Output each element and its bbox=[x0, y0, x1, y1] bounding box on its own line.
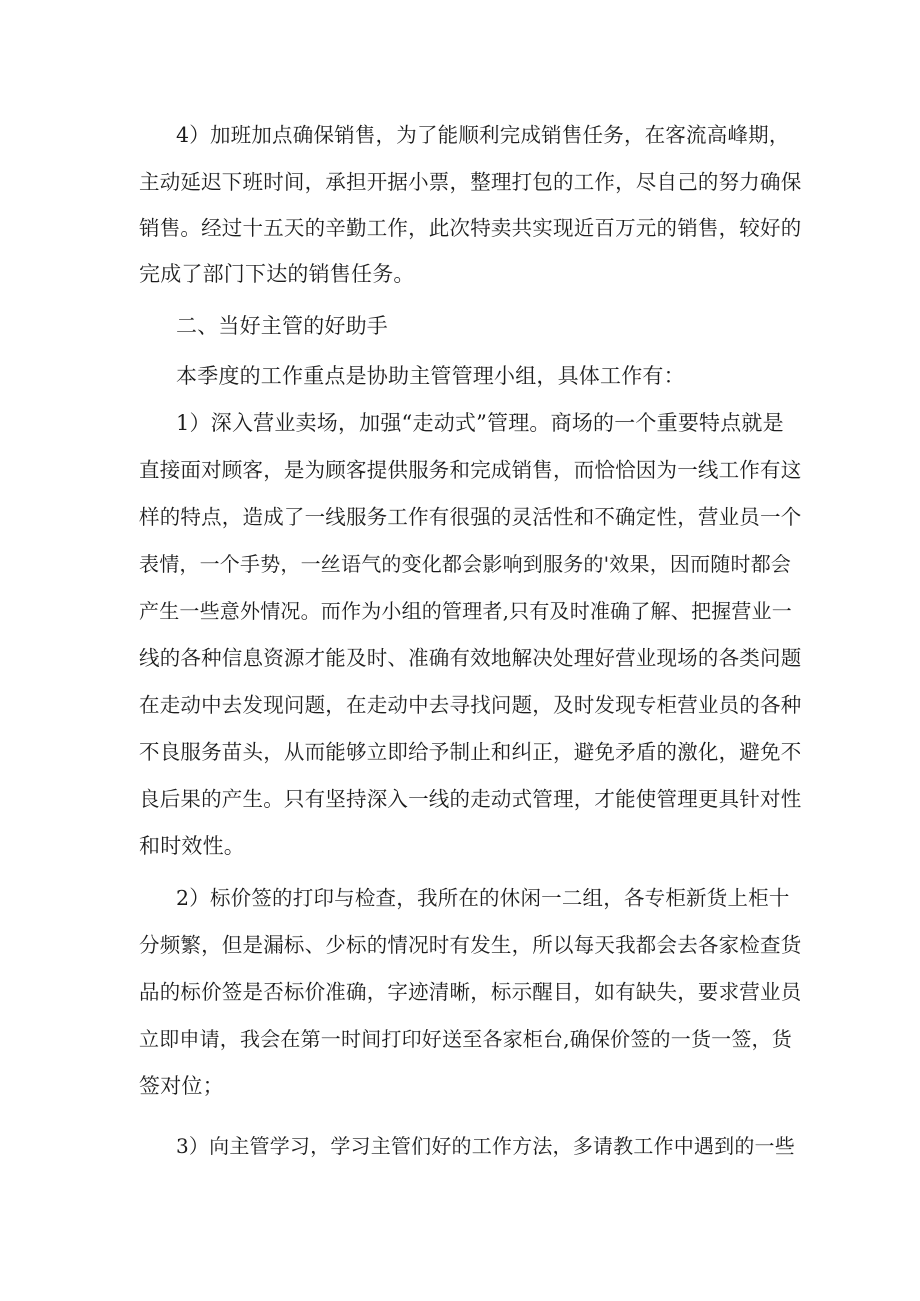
paragraph-line: 不良服务苗头，从而能够立即给予制止和纠正，避免矛盾的激化，避免不 bbox=[139, 740, 802, 764]
paragraph-line: 表情，一个手势，一丝语气的变化都会影响到服务的'效果，因而随时都会 bbox=[139, 552, 792, 576]
paragraph-line: 主动延迟下班时间，承担开据小票，整理打包的工作，尽自己的努力确保 bbox=[139, 170, 802, 194]
paragraph-line: 直接面对顾客，是为顾客提供服务和完成销售，而恰恰因为一线工作有这 bbox=[139, 458, 802, 482]
paragraph-line: 本季度的工作重点是协助主管管理小组，具体工作有： bbox=[176, 364, 685, 388]
paragraph-line: 2）标价签的打印与检查，我所在的休闲一二组，各专柜新货上柜十 bbox=[176, 886, 790, 910]
paragraph-line: 分频繁，但是漏标、少标的情况时有发生，所以每天我都会去各家检查货 bbox=[139, 933, 802, 957]
paragraph-line: 签对位； bbox=[139, 1074, 224, 1098]
paragraph-line: 立即申请，我会在第一时间打印好送至各家柜台,确保价签的一货一签，货 bbox=[139, 1027, 792, 1051]
paragraph-line: 在走动中去发现问题，在走动中去寻找问题，及时发现专柜营业员的各种 bbox=[139, 693, 802, 717]
paragraph-line: 和时效性。 bbox=[139, 834, 245, 858]
paragraph-line: 品的标价签是否标价准确，字迹清晰，标示醒目，如有缺失，要求营业员 bbox=[139, 980, 802, 1004]
paragraph-line: 1）深入营业卖场，加强“走动式”管理。商场的一个重要特点就是 bbox=[176, 411, 784, 435]
paragraph-line: 样的特点，造成了一线服务工作有很强的灵活性和不确定性，营业员一个 bbox=[139, 505, 802, 529]
paragraph-line: 完成了部门下达的销售任务。 bbox=[139, 262, 415, 286]
paragraph-line: 良后果的产生。只有坚持深入一线的走动式管理，才能使管理更具针对性 bbox=[139, 787, 802, 811]
paragraph-line: 产生一些意外情况。而作为小组的管理者,只有及时准确了解、把握营业一 bbox=[139, 599, 792, 623]
paragraph-line: 销售。经过十五天的辛勤工作，此次特卖共实现近百万元的销售，较好的 bbox=[139, 216, 802, 240]
paragraph-line: 4）加班加点确保销售，为了能顺利完成销售任务，在客流高峰期， bbox=[176, 123, 790, 147]
paragraph-line: 线的各种信息资源才能及时、准确有效地解决处理好营业现场的各类问题 bbox=[139, 646, 802, 670]
section-heading: 二、当好主管的好助手 bbox=[176, 314, 388, 338]
paragraph-line: 3）向主管学习，学习主管们好的工作方法，多请教工作中遇到的一些 bbox=[176, 1134, 795, 1158]
